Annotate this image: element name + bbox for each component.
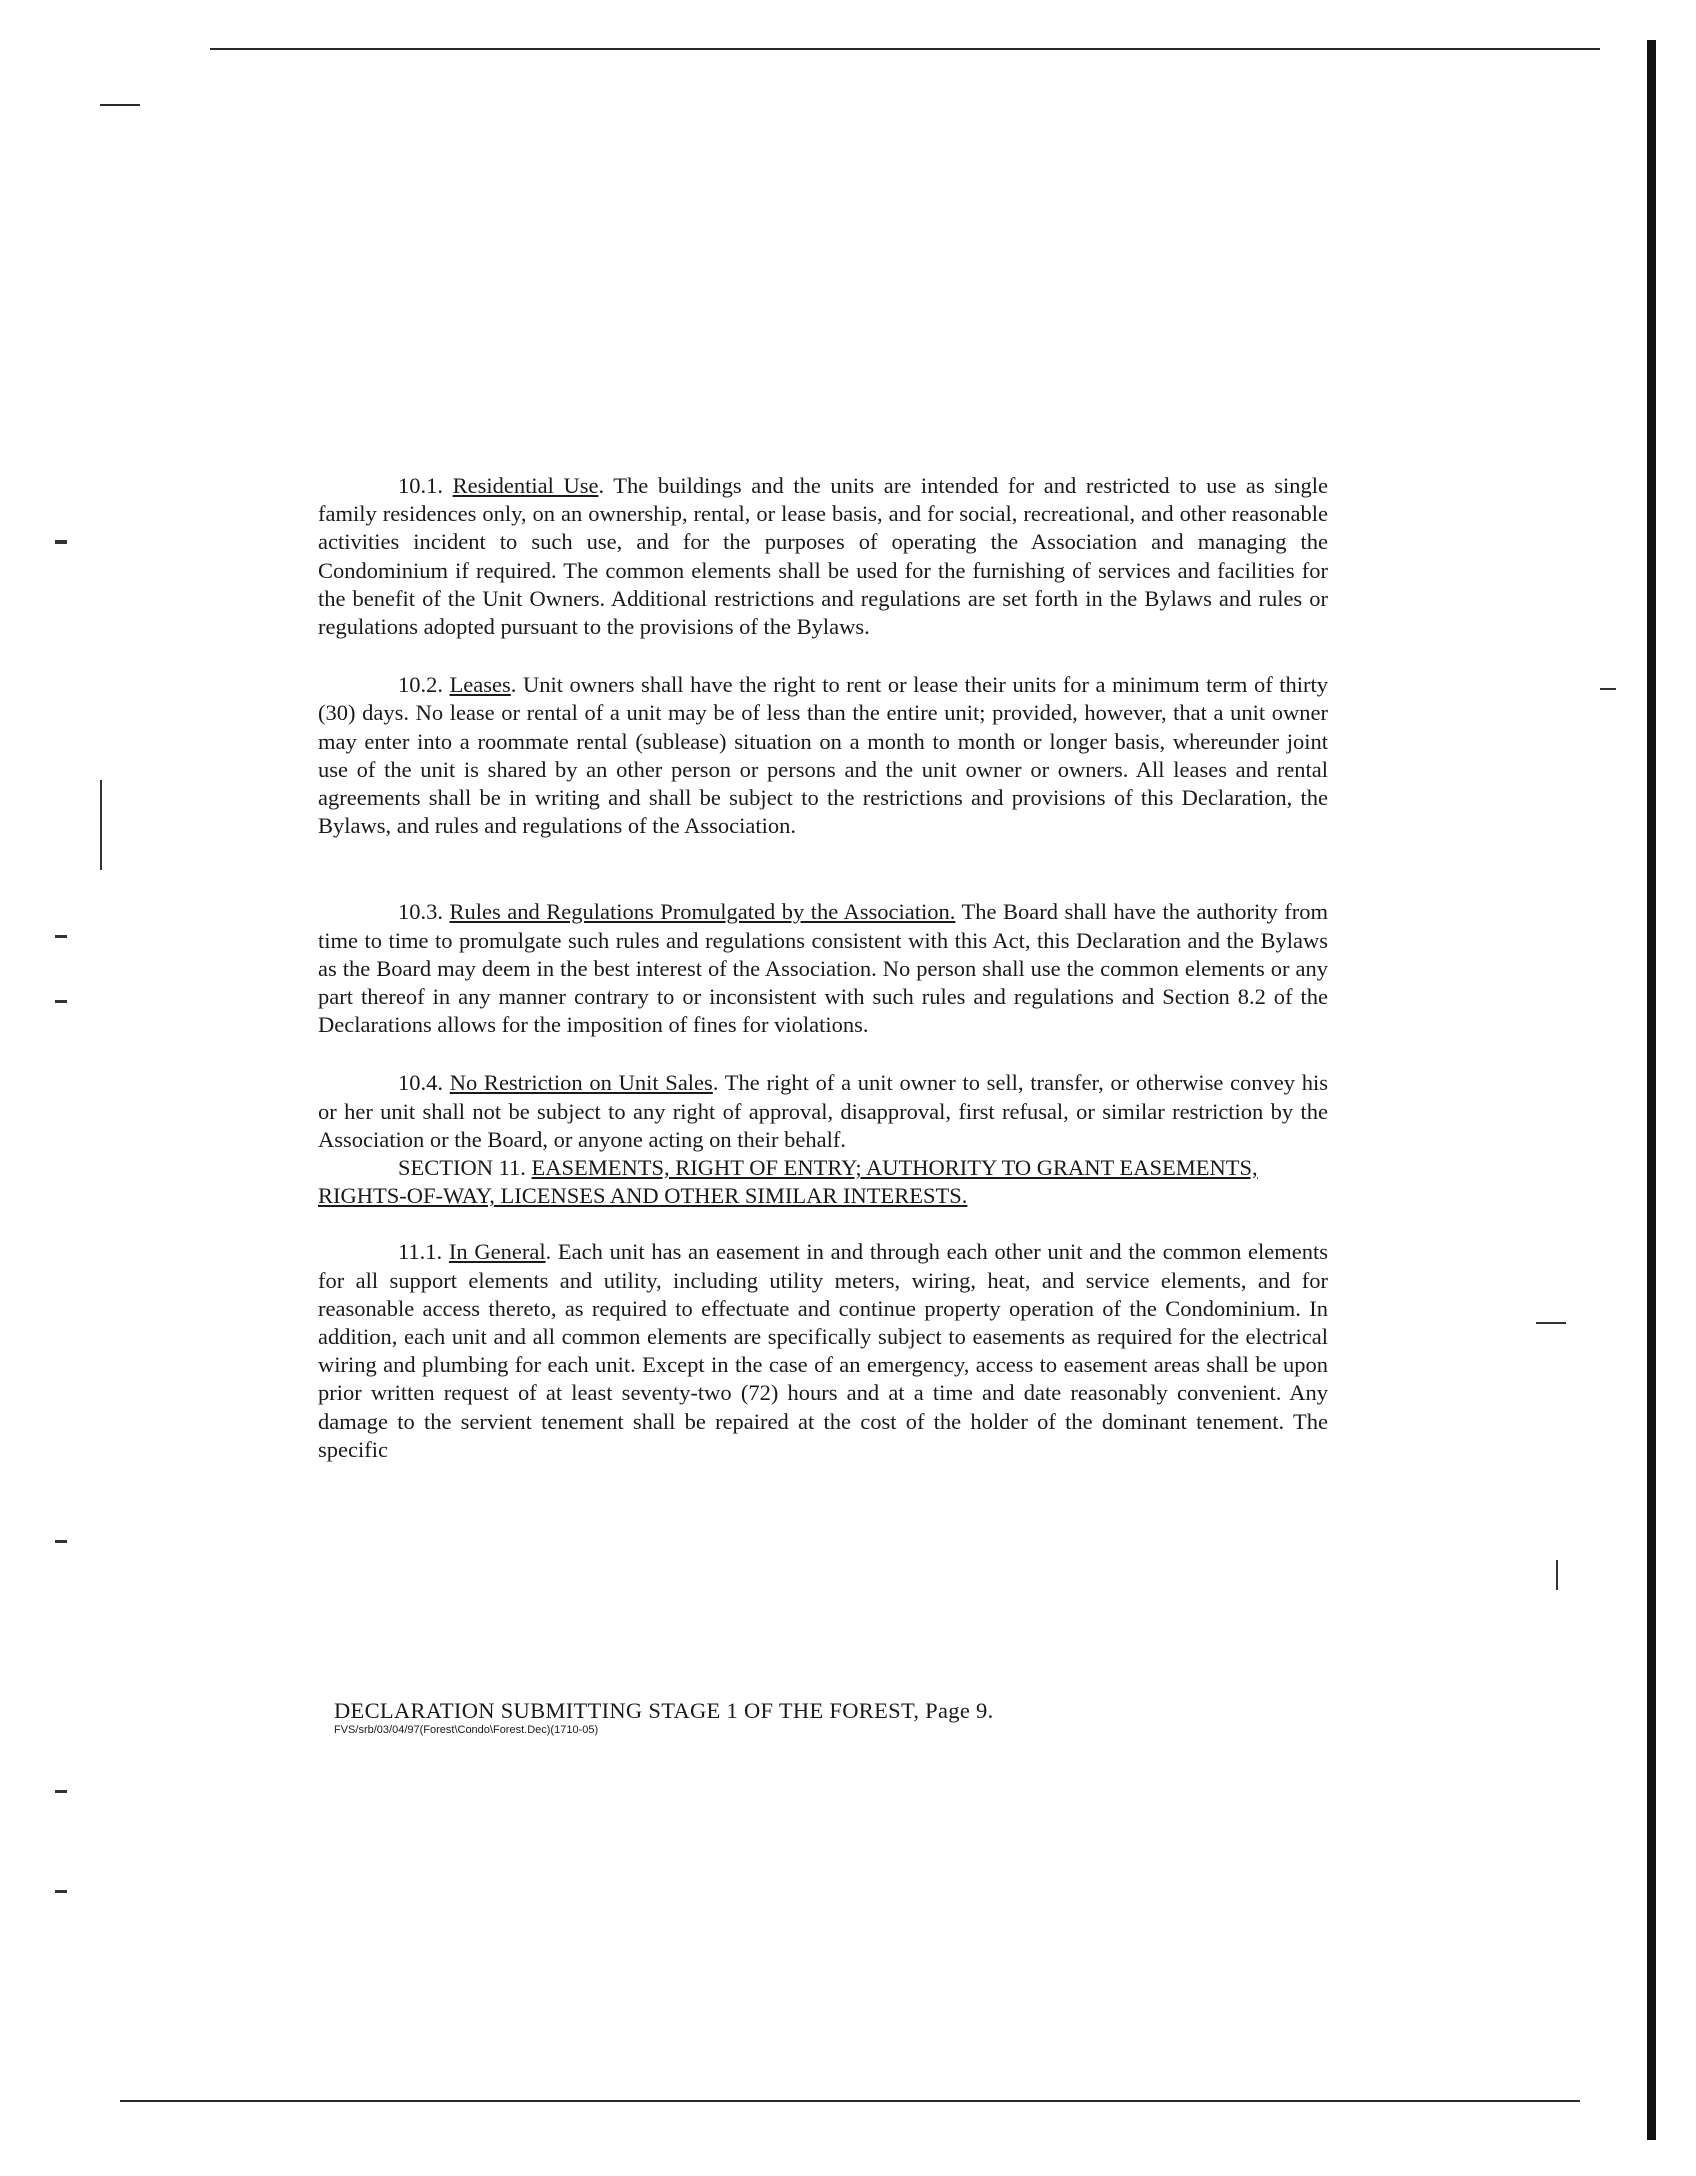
left-margin-mark (100, 780, 102, 870)
paragraph-number: 11.1. (398, 1239, 443, 1265)
paragraph-11-1 (318, 1238, 1328, 1464)
paragraph-body: . Unit owners shall have the right to rent or lease their units for a minimum term of thirty (30) days. No lease or rental of a unit may be of less than the entire unit; provided, however, that a unit owner may enter into a roommate rental (sublease) situation on a month to month or longer basis, whereunder joint use of the unit is shared by an other person or persons and the unit owner or owners. All leases and rental agreements shall be in writing and shall be subject to the restrictions and provisions of this Declaration, the Bylaws, and rules and regulations of the Association. (318, 672, 1328, 839)
body-text (318, 472, 1328, 1464)
paragraph-10-2 (318, 671, 1328, 840)
paragraph-10-3 (318, 898, 1328, 1039)
section-label: SECTION 11. (398, 1155, 526, 1181)
paragraph-number: 10.3. (398, 899, 443, 925)
right-margin-mark (1556, 1560, 1558, 1590)
paragraph-body: . The buildings and the units are intended for and restricted to use as single family residences only, on an ownership, rental, or lease basis, and for social, recreational, and other reasonable activities incident to such use, and for the purposes of operating the Association and managing the Condominium if required. The common elements shall be used for the furnishing of services and facilities for the benefit of the Unit Owners. Additional restrictions and regulations are set forth in the Bylaws and rules or regulations adopted pursuant to the provisions of the Bylaws. (318, 473, 1328, 640)
bottom-scan-line (120, 2100, 1580, 2102)
paragraph-heading: Rules and Regulations Promulgated by the Association. (449, 899, 956, 925)
paragraph-number: 10.2. (398, 672, 443, 698)
paragraph-heading: No Restriction on Unit Sales (449, 1070, 713, 1096)
right-margin-mark (1536, 1322, 1566, 1324)
left-margin-mark (55, 935, 67, 938)
paragraph-number: 10.1. (398, 473, 443, 498)
left-margin-mark (55, 1000, 67, 1003)
paragraph-body: . The right of a unit owner to sell, transfer, or otherwise convey his or her unit shall not be subject to any right of approval, disapproval, first refusal, or similar restriction by the Association or the Board, or anyone acting on their behalf. (318, 1070, 1329, 1152)
section-title: EASEMENTS, RIGHT OF ENTRY; AUTHORITY TO GRANT EASEMENTS, RIGHTS-OF-WAY, LICENSES AND OTHER SIMILAR INTERESTS. (318, 1155, 1258, 1209)
top-left-scan-mark (100, 104, 140, 106)
left-margin-mark (55, 1540, 67, 1543)
paragraph-heading: In General (448, 1239, 546, 1265)
section-11-heading (318, 1154, 1328, 1210)
paragraph-body: The Board shall have the authority from time to time to promulgate such rules and regulations consistent with this Act, this Declaration and the Bylaws as the Board may deem in the best interest of the Association. No person shall use the common elements or any part thereof in any manner contrary to or inconsistent with such rules and regulations and Section 8.2 of the Declarations allows for the imposition of fines for violations. (318, 899, 1328, 1038)
page-footer-title: DECLARATION SUBMITTING STAGE 1 OF THE FOREST, Page 9. (334, 1698, 994, 1723)
right-scan-edge (1647, 40, 1656, 2140)
right-margin-mark (1600, 688, 1616, 690)
paragraph-heading: Residential Use (452, 473, 599, 498)
top-scan-line (210, 48, 1600, 50)
paragraph-body: . Each unit has an easement in and through each other unit and the common elements for all support elements and utility, including utility meters, wiring, heat, and service elements, and for reasonable access thereto, as required to effectuate and continue property operation of the Condominium. In addition, each unit and all common elements are specifically subject to easements as required for the electrical wiring and plumbing for each unit. Except in the case of an emergency, access to easement areas shall be upon prior written request of at least seventy-two (72) hours and at a time and date reasonably convenient. Any damage to the servient tenement shall be repaired at the cost of the holder of the dominant tenement. The specific (318, 1239, 1329, 1462)
paragraph-heading: Leases (449, 672, 511, 698)
paragraph-10-1 (318, 472, 1328, 641)
left-margin-mark (55, 1790, 67, 1793)
left-margin-mark (55, 1890, 67, 1893)
paragraph-number: 10.4. (398, 1070, 443, 1096)
paragraph-10-4 (318, 1069, 1328, 1154)
left-margin-mark (55, 540, 67, 544)
page-footer-reference: FVS/srb/03/04/97(Forest\Condo\Forest.Dec)(1710-05) (334, 1724, 599, 1736)
